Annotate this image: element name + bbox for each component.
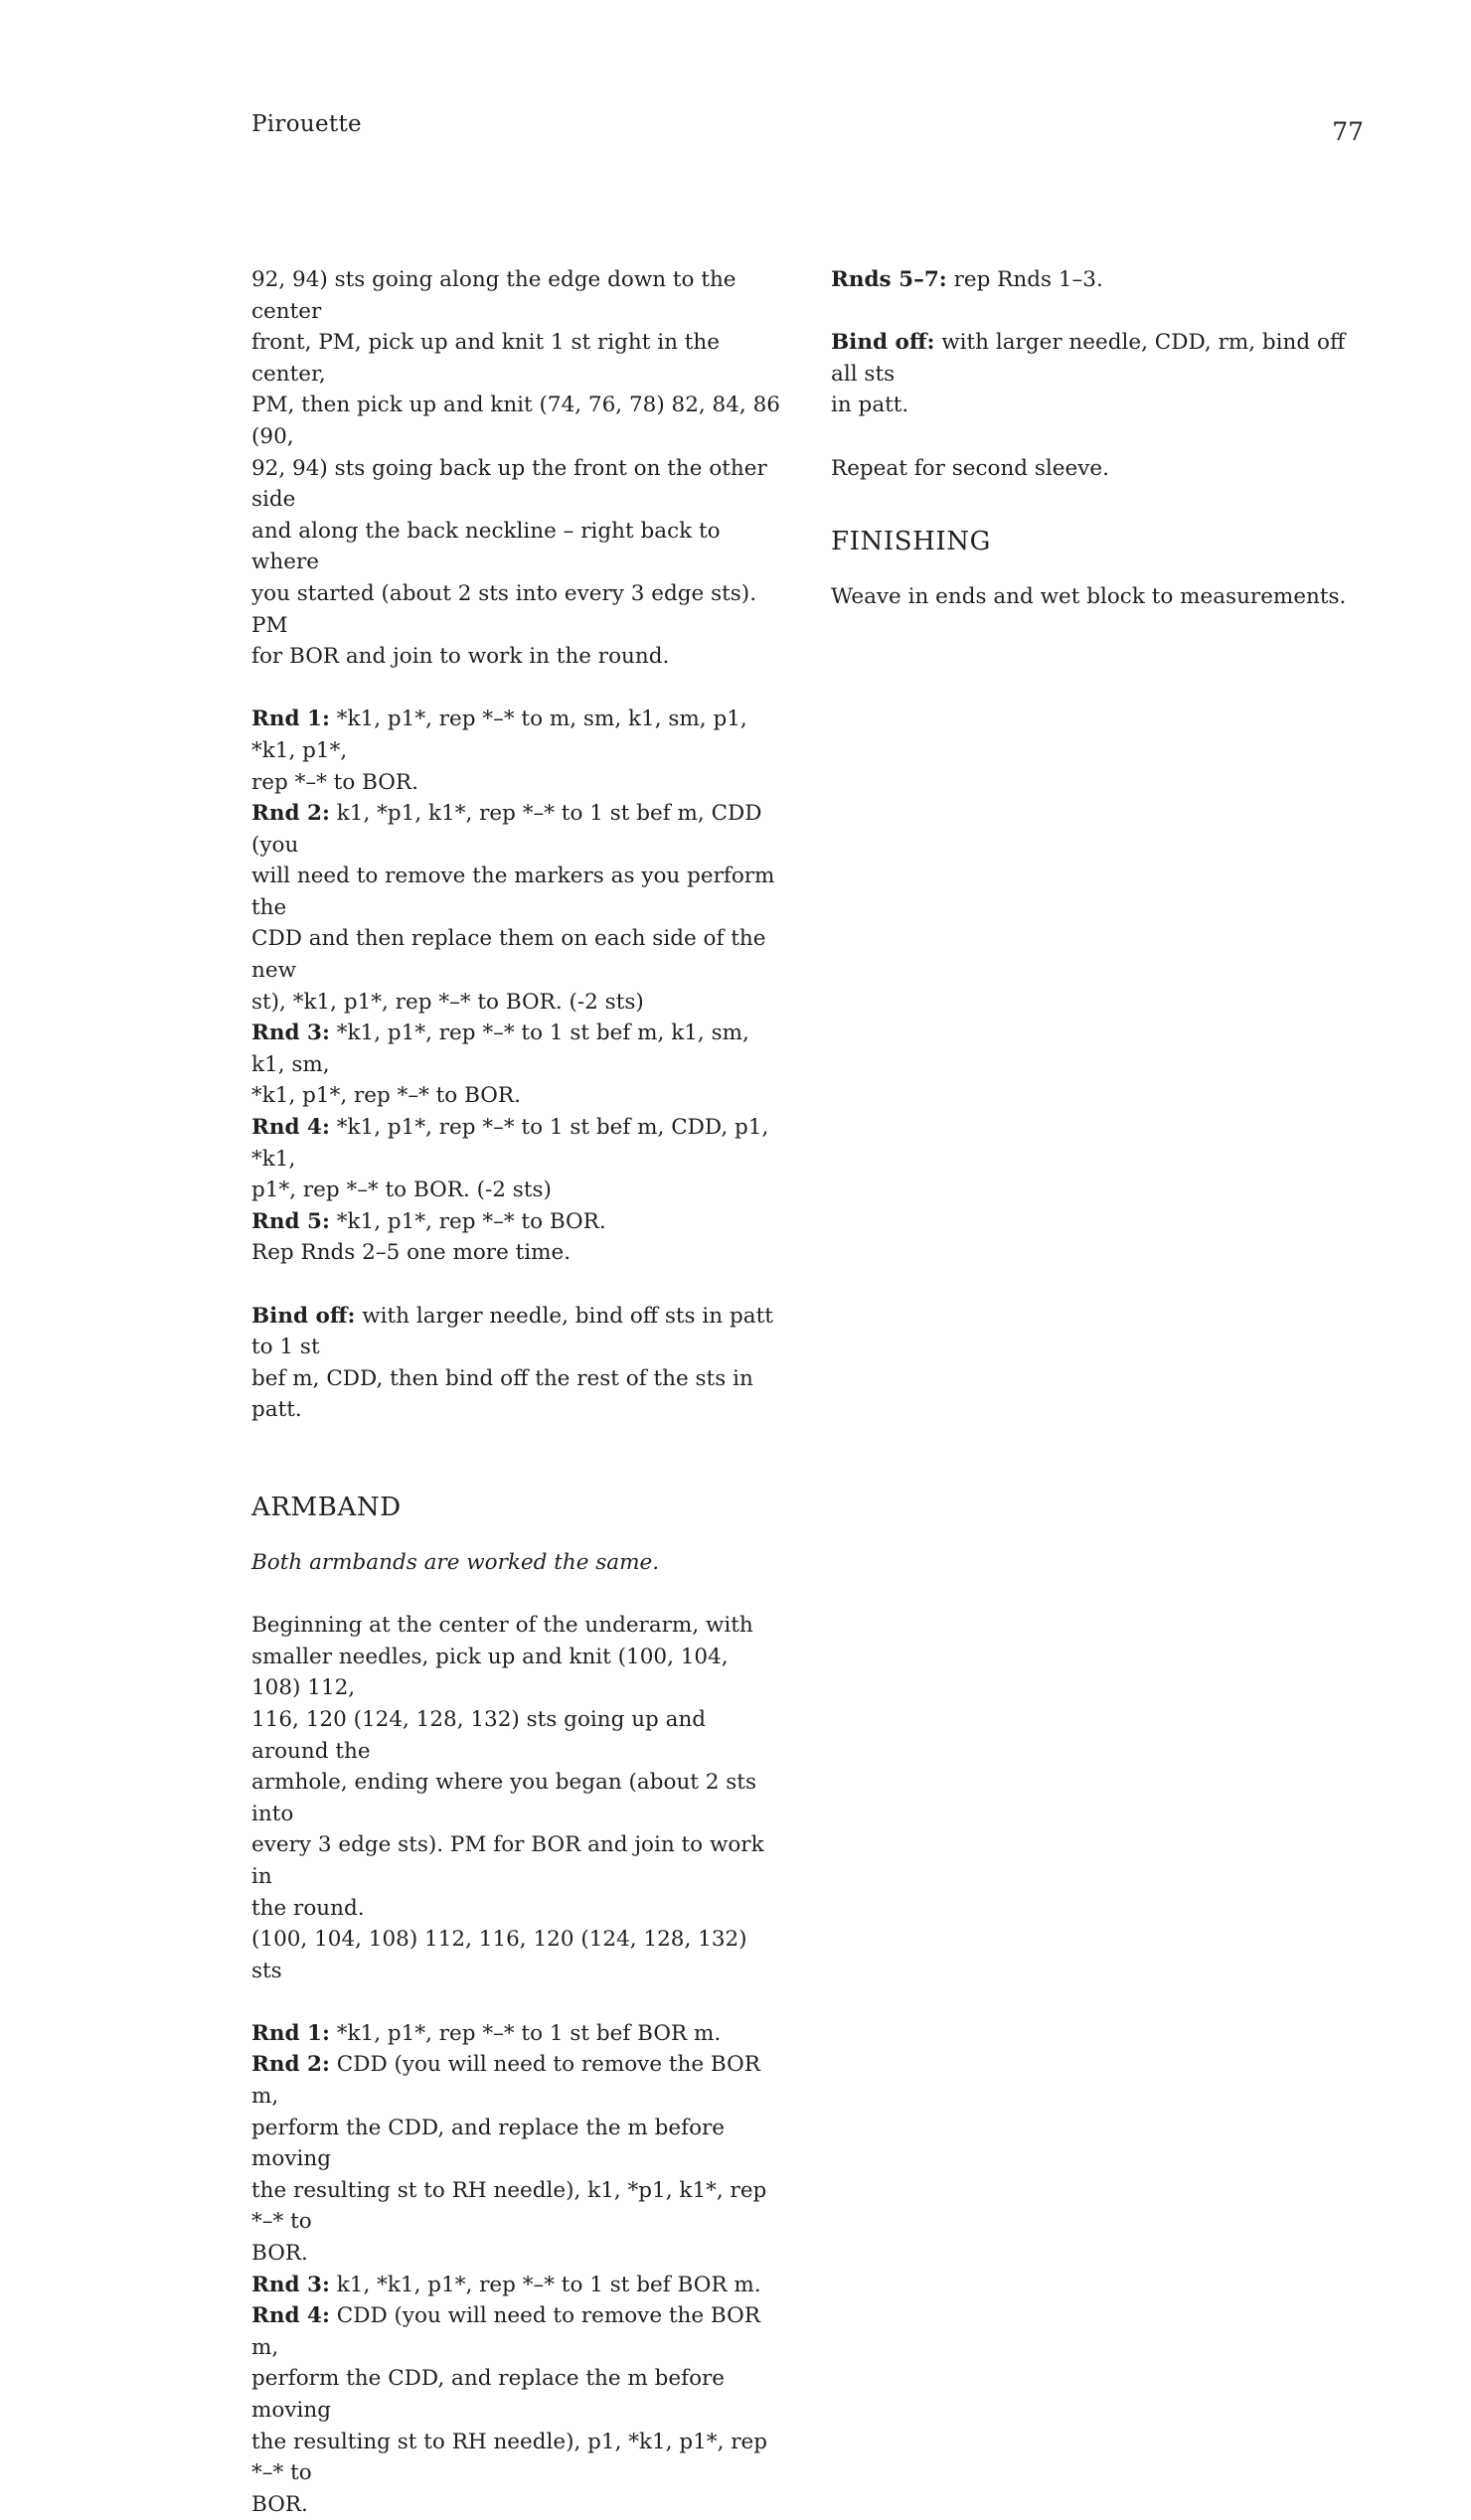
text-line: 92, 94) sts going back up the front on the other side — [251, 455, 767, 513]
right-column — [831, 264, 1368, 644]
round-label: Rnd 2: — [251, 2052, 330, 2078]
armband-heading: ARMBAND — [251, 1492, 402, 1522]
text-line: st), *k1, p1*, rep *–* to BOR. (-2 sts) — [251, 989, 644, 1015]
round-instruction — [251, 2049, 783, 2112]
round-label: Rnd 2: — [251, 801, 330, 827]
text-line: Beginning at the center of the underarm, with — [251, 1613, 753, 1639]
round-text: k1, *p1, k1*, rep *–* to 1 st bef m, CDD (you — [251, 801, 762, 858]
finishing-heading: FINISHING — [831, 527, 992, 557]
text-line: perform the CDD, and replace the m before moving — [251, 2366, 726, 2423]
text-line: will need to remove the markers as you perform the — [251, 864, 775, 920]
round-instruction — [251, 2300, 783, 2363]
round-label: Rnd 4: — [251, 2303, 330, 2329]
round-text: *k1, p1*, rep *–* to m, sm, k1, sm, p1, *k1, p1*, — [251, 707, 747, 763]
bind-off-label: Bind off: — [831, 330, 935, 356]
left-column — [251, 264, 783, 2520]
bind-off-line — [831, 327, 1368, 390]
armband-rounds — [251, 2018, 783, 2520]
round-label: Rnd 3: — [251, 1021, 330, 1046]
text-line: smaller needles, pick up and knit (100, 104, 108) 112, — [251, 1644, 729, 1701]
round-text: k1, *k1, p1*, rep *–* to 1 st bef BOR m. — [329, 2272, 761, 2297]
text-line: the round. — [251, 1895, 365, 1921]
bind-off-text: with larger needle, bind off sts in patt to 1 st — [251, 1303, 773, 1360]
bind-off-text: with larger needle, CDD, rm, bind off all sts — [831, 330, 1346, 387]
text-line: bef m, CDD, then bind off the rest of the sts in patt. — [251, 1365, 753, 1423]
text-line: p1*, rep *–* to BOR. (-2 sts) — [251, 1178, 552, 1203]
text-line: BOR. — [251, 2491, 308, 2517]
round-text: CDD (you will need to remove the BOR m, — [251, 2303, 760, 2360]
text-line: perform the CDD, and replace the m before moving — [251, 2115, 726, 2172]
text-line: you started (about 2 sts into every 3 edge sts). PM — [251, 580, 757, 638]
text-line: every 3 edge sts). PM for BOR and join to work in — [251, 1832, 764, 1889]
text-line: the resulting st to RH needle), k1, *p1, k1*, rep *–* to — [251, 2177, 767, 2235]
round-text: rep Rnds 1–3. — [946, 267, 1103, 292]
text-line: armhole, ending where you began (about 2 sts into — [251, 1770, 756, 1826]
text-line: CDD and then replace them on each side of the new — [251, 926, 766, 984]
round-label: Rnd 1: — [251, 2020, 330, 2046]
armband-intro: Both armbands are worked the same. — [251, 1549, 660, 1575]
text-line: PM, then pick up and knit (74, 76, 78) 82, 84, 86 (90, — [251, 393, 780, 449]
round-text: CDD (you will need to remove the BOR m, — [251, 2052, 760, 2110]
armband-pickup-paragraph — [251, 1610, 783, 1986]
repeat-note: Repeat for second sleeve. — [831, 455, 1109, 481]
round-text: *k1, p1*, rep *–* to 1 st bef m, k1, sm, k1, sm, — [251, 1021, 749, 1077]
running-head: Pirouette — [251, 111, 362, 137]
round-label: Rnd 5: — [251, 1208, 330, 1234]
text-line: for BOR and join to work in the round. — [251, 644, 670, 670]
round-instruction — [251, 1112, 783, 1175]
round-instruction — [251, 704, 783, 766]
text-line: front, PM, pick up and knit 1 st right in the center, — [251, 330, 720, 387]
neckband-pickup-paragraph — [251, 264, 783, 673]
round-label: Rnds 5–7: — [831, 267, 947, 292]
page-number: 77 — [1332, 117, 1364, 146]
text-line: in patt. — [831, 393, 909, 418]
round-instruction — [251, 798, 783, 861]
stitch-count: (100, 104, 108) 112, 116, 120 (124, 128, 132) sts — [251, 1927, 747, 1983]
round-label: Rnd 4: — [251, 1115, 330, 1141]
text-line: the resulting st to RH needle), p1, *k1, p1*, rep *–* to — [251, 2429, 768, 2486]
text-line: 116, 120 (124, 128, 132) sts going up and around the — [251, 1706, 707, 1764]
neckband-rounds — [251, 704, 783, 1269]
rnds-5-7-paragraph — [831, 264, 1368, 296]
round-text: *k1, p1*, rep *–* to 1 st bef BOR m. — [329, 2020, 722, 2046]
finishing-text: Weave in ends and wet block to measurements. — [831, 584, 1347, 610]
bind-off-label: Bind off: — [251, 1303, 356, 1329]
round-instruction — [251, 2270, 783, 2301]
text-line: rep *–* to BOR. — [251, 769, 418, 795]
bind-off-line — [251, 1301, 783, 1363]
text-line: and along the back neckline – right back to where — [251, 518, 721, 575]
round-text: *k1, p1*, rep *–* to BOR. — [329, 1208, 606, 1234]
round-label: Rnd 3: — [251, 2272, 330, 2297]
repeat-instruction: Rep Rnds 2–5 one more time. — [251, 1240, 572, 1266]
text-line: 92, 94) sts going along the edge down to the center — [251, 267, 736, 324]
round-instruction — [251, 1206, 783, 1238]
round-instruction — [251, 1018, 783, 1080]
text-line: *k1, p1*, rep *–* to BOR. — [251, 1083, 521, 1109]
round-instruction — [251, 2018, 783, 2050]
round-instruction — [831, 264, 1368, 296]
neckband-bind-off — [251, 1301, 783, 1426]
text-line: BOR. — [251, 2241, 308, 2267]
round-text: *k1, p1*, rep *–* to 1 st bef m, CDD, p1, *k1, — [251, 1115, 769, 1172]
round-label: Rnd 1: — [251, 707, 330, 732]
sleeve-bind-off — [831, 327, 1368, 421]
